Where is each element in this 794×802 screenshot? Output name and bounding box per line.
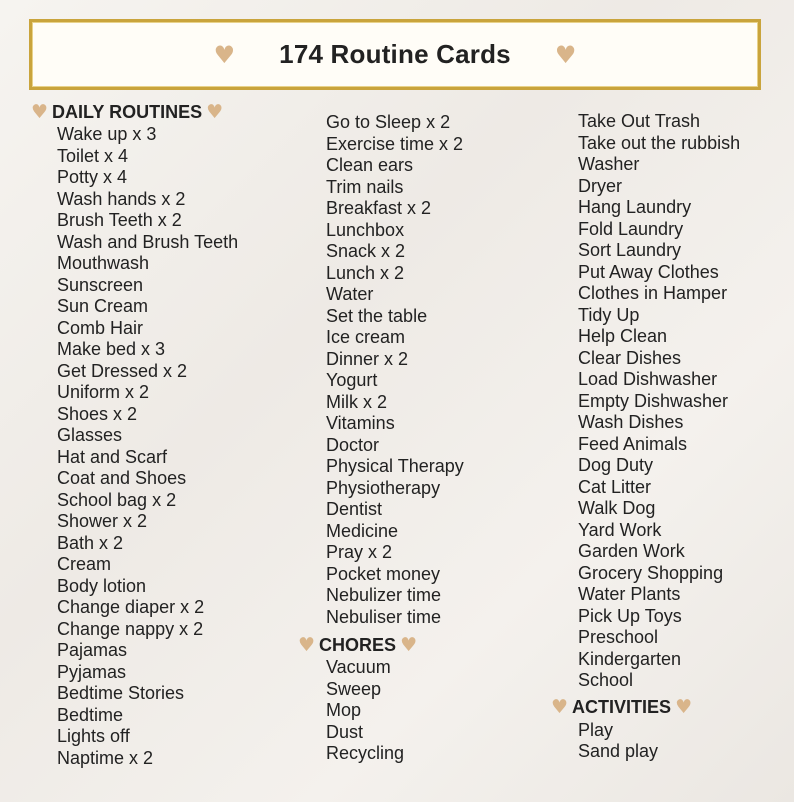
list-item: Coat and Shoes xyxy=(57,468,187,488)
list-item: Exercise time x 2 xyxy=(326,133,464,154)
list-item: Garden Work xyxy=(578,541,685,561)
list-item: Make bed x 3 xyxy=(57,339,166,359)
list-item: Wash hands x 2 xyxy=(57,188,186,209)
list-item: Lunch x 2 xyxy=(326,262,405,283)
list-item: Uniform x 2 xyxy=(57,382,150,402)
list-item: Sweep xyxy=(326,678,382,699)
list-item: Physical Therapy xyxy=(326,456,464,476)
list-item: Mop xyxy=(326,700,362,720)
list-item: Clear Dishes xyxy=(578,347,682,368)
section-heading-daily-routines xyxy=(31,100,238,124)
heart-icon: ♥ xyxy=(554,40,577,69)
section-heading-activities xyxy=(551,696,740,720)
column-1 xyxy=(31,100,238,769)
list-item: Kindergarten xyxy=(578,648,682,669)
list-item: Trim nails xyxy=(326,176,404,197)
list-item: Snack x 2 xyxy=(326,241,406,261)
list-item: Breakfast x 2 xyxy=(326,198,432,218)
list-item: Medicine xyxy=(326,520,399,541)
list-item: Take Out Trash xyxy=(578,111,701,131)
section-heading-chores xyxy=(298,633,464,657)
list-item: Change diaper x 2 xyxy=(57,597,205,617)
list-item: Vacuum xyxy=(326,657,391,677)
list-item: Grocery Shopping xyxy=(578,562,724,583)
list-item: Comb Hair xyxy=(57,317,144,338)
list-item: Vitamins xyxy=(326,413,395,433)
list-item: Dust xyxy=(326,721,364,742)
title-banner xyxy=(29,19,761,90)
page-title: 174 Routine Cards xyxy=(279,39,511,69)
list-item: Yogurt xyxy=(326,370,378,390)
column-3 xyxy=(551,111,741,763)
list-item: Wash Dishes xyxy=(578,412,684,432)
list-item: Nebulizer time xyxy=(326,585,442,605)
list-item: Empty Dishwasher xyxy=(578,390,729,411)
list-item: Nebuliser time xyxy=(326,606,442,627)
heart-icon: ♥ xyxy=(31,100,49,123)
list-item: Get Dressed x 2 xyxy=(57,360,188,381)
list-item: Bedtime xyxy=(57,704,124,725)
list-item: Help Clean xyxy=(578,326,668,346)
list-item: Take out the rubbish xyxy=(578,132,741,153)
list-item: Change nappy x 2 xyxy=(57,618,204,639)
list-item: Play xyxy=(578,719,614,740)
list-item: Yard Work xyxy=(578,519,662,540)
heart-icon: ♥ xyxy=(213,40,236,69)
list-item: Brush Teeth x 2 xyxy=(57,210,182,230)
list-item: Dinner x 2 xyxy=(326,348,409,369)
list-item: Body lotion xyxy=(57,575,147,596)
daily-routines-list-continued xyxy=(326,112,464,628)
list-item: Hat and Scarf xyxy=(57,446,168,467)
list-item: Doctor xyxy=(326,434,380,455)
heart-icon: ♥ xyxy=(298,633,316,656)
list-item: Physiotherapy xyxy=(326,477,441,498)
list-item: Clothes in Hamper xyxy=(578,283,728,303)
list-item: Set the table xyxy=(326,305,428,326)
list-item: Water xyxy=(326,284,374,304)
list-item: Preschool xyxy=(578,627,659,647)
list-item: Washer xyxy=(578,154,640,174)
section-title: CHORES xyxy=(319,634,397,655)
list-item: Glasses xyxy=(57,425,123,445)
heart-icon: ♥ xyxy=(551,696,569,718)
list-item: Pajamas xyxy=(57,640,128,660)
list-item: Pocket money xyxy=(326,563,441,584)
list-item: Wake up x 3 xyxy=(57,124,157,144)
list-item: Water Plants xyxy=(578,584,681,604)
list-item: Hang Laundry xyxy=(578,197,692,217)
list-item: Shower x 2 xyxy=(57,511,148,531)
heart-icon: ♥ xyxy=(206,100,224,123)
list-item: Mouthwash xyxy=(57,253,150,273)
list-item: Sunscreen xyxy=(57,274,144,295)
list-item: Walk Dog xyxy=(578,498,656,518)
list-item: School bag x 2 xyxy=(57,489,177,510)
heart-icon: ♥ xyxy=(400,633,418,656)
list-item: Cat Litter xyxy=(578,476,652,497)
list-item: Ice cream xyxy=(326,327,406,347)
list-item: Dryer xyxy=(578,175,622,196)
list-item: Clean ears xyxy=(326,155,414,175)
list-item: Sun Cream xyxy=(57,296,149,316)
list-item: Potty x 4 xyxy=(57,167,128,187)
list-item: Dentist xyxy=(326,499,383,519)
list-item: Load Dishwasher xyxy=(578,369,718,389)
list-item: Put Away Clothes xyxy=(578,261,719,282)
list-item: Feed Animals xyxy=(578,433,688,454)
list-item: Fold Laundry xyxy=(578,218,684,239)
list-item: Sort Laundry xyxy=(578,240,682,260)
chores-list-continued xyxy=(578,111,740,692)
list-item: Bedtime Stories xyxy=(57,683,185,703)
section-title: ACTIVITIES xyxy=(572,697,672,717)
list-item: Pray x 2 xyxy=(326,542,393,562)
column-2 xyxy=(298,112,464,765)
list-item: Wash and Brush Teeth xyxy=(57,231,239,252)
list-item: Dog Duty xyxy=(578,455,654,475)
activities-list xyxy=(578,720,740,763)
heart-icon: ♥ xyxy=(675,696,693,718)
list-item: Sand play xyxy=(578,741,659,761)
list-item: Shoes x 2 xyxy=(57,403,138,424)
list-item: School xyxy=(578,670,634,690)
list-item: Toilet x 4 xyxy=(57,145,129,166)
chores-list xyxy=(326,657,464,765)
list-item: Milk x 2 xyxy=(326,391,388,412)
section-title: DAILY ROUTINES xyxy=(52,101,203,122)
list-item: Bath x 2 xyxy=(57,532,124,553)
list-item: Recycling xyxy=(326,743,405,763)
list-item: Pick Up Toys xyxy=(578,605,682,626)
list-item: Pyjamas xyxy=(57,661,127,682)
list-item: Tidy Up xyxy=(578,304,640,325)
list-item: Cream xyxy=(57,554,112,574)
list-item: Lunchbox xyxy=(326,219,405,240)
list-item: Go to Sleep x 2 xyxy=(326,112,451,132)
daily-routines-list xyxy=(57,124,238,769)
list-item: Lights off xyxy=(57,726,130,746)
list-item: Naptime x 2 xyxy=(57,747,154,768)
